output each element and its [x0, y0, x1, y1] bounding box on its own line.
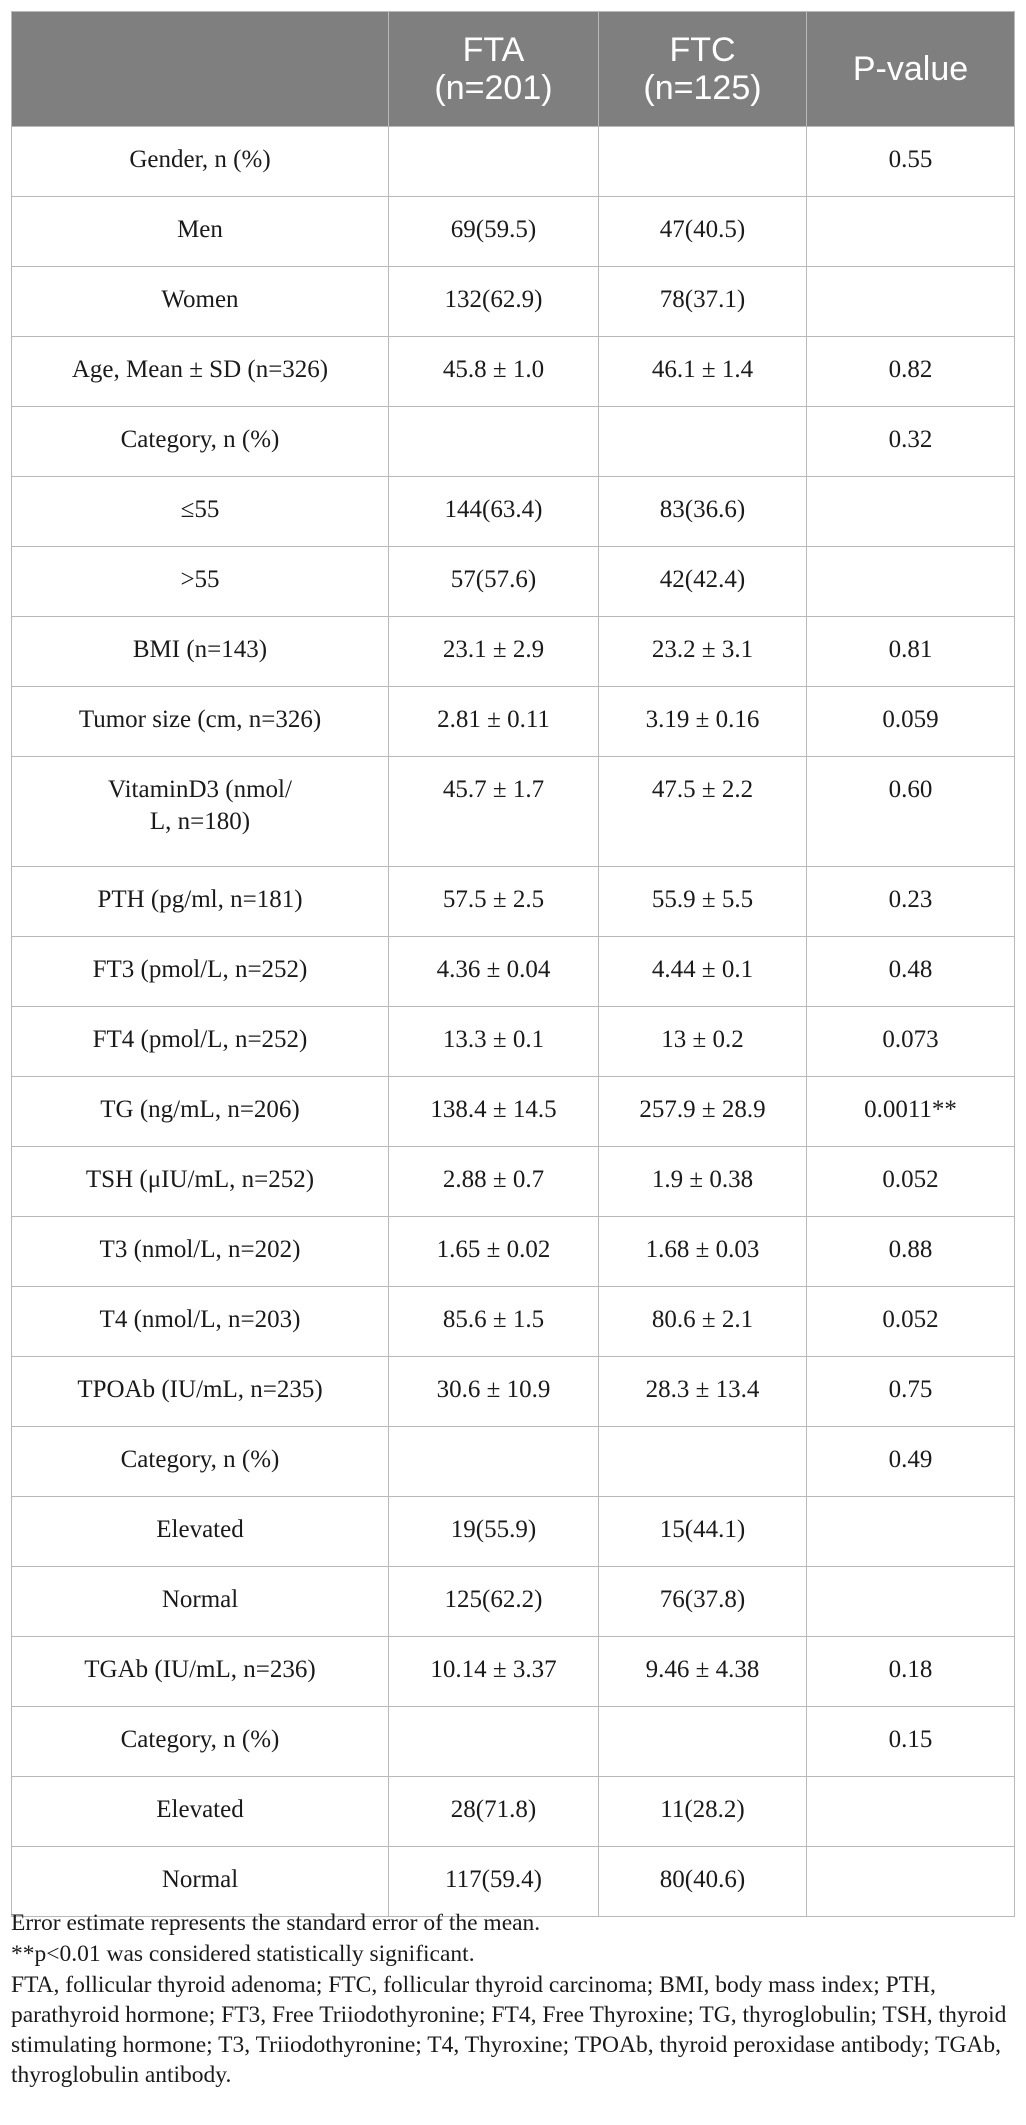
p-value-cell: [807, 547, 1015, 617]
table-row: [12, 477, 1015, 547]
table-footnotes: [11, 1908, 1014, 2091]
ftc-value-cell: 1.9 ± 0.38: [599, 1147, 807, 1217]
fta-value-cell: 132(62.9): [389, 267, 599, 337]
table-row: [12, 337, 1015, 407]
p-value-cell: 0.059: [807, 687, 1015, 757]
fta-value-cell: 23.1 ± 2.9: [389, 617, 599, 687]
p-value-cell: 0.18: [807, 1637, 1015, 1707]
row-label-cell: [12, 197, 389, 267]
row-label-cell: [12, 1847, 389, 1917]
table-row: [12, 867, 1015, 937]
p-value-cell: 0.073: [807, 1007, 1015, 1077]
ftc-value-cell: 3.19 ± 0.16: [599, 687, 807, 757]
row-label-cell: [12, 1007, 389, 1077]
p-value-cell: [807, 197, 1015, 267]
p-value-cell: 0.88: [807, 1217, 1015, 1287]
fta-value-cell: [389, 407, 599, 477]
row-label: FT4 (pmol/L, n=252): [92, 1026, 308, 1053]
fta-value-cell: 45.7 ± 1.7: [389, 757, 599, 867]
row-label: Gender, n (%): [129, 146, 271, 173]
row-label: Men: [177, 216, 223, 243]
p-value-cell: 0.81: [807, 617, 1015, 687]
header-ftc-count: (n=125): [643, 69, 762, 107]
fta-value-cell: 28(71.8): [389, 1777, 599, 1847]
table-header-row: [12, 12, 1015, 127]
table-row: [12, 547, 1015, 617]
ftc-value-cell: 11(28.2): [599, 1777, 807, 1847]
fta-value-cell: 69(59.5): [389, 197, 599, 267]
ftc-value-cell: 23.2 ± 3.1: [599, 617, 807, 687]
table-row: [12, 1777, 1015, 1847]
p-value-cell: 0.82: [807, 337, 1015, 407]
row-label: TSH (μIU/mL, n=252): [85, 1166, 315, 1193]
row-label: Normal: [161, 1866, 239, 1893]
fta-value-cell: [389, 1707, 599, 1777]
ftc-value-cell: 83(36.6): [599, 477, 807, 547]
p-value-cell: 0.32: [807, 407, 1015, 477]
row-label-cell: [12, 1357, 389, 1427]
ftc-value-cell: 13 ± 0.2: [599, 1007, 807, 1077]
footnote-significance: **p<0.01 was considered statistically significant.: [11, 1941, 475, 1967]
table-row: [12, 1357, 1015, 1427]
table-row: [12, 1567, 1015, 1637]
table-row: [12, 1147, 1015, 1217]
row-label: T4 (nmol/L, n=203): [99, 1306, 301, 1333]
table-body: [12, 127, 1015, 1917]
ftc-value-cell: [599, 127, 807, 197]
ftc-value-cell: 55.9 ± 5.5: [599, 867, 807, 937]
fta-value-cell: 57.5 ± 2.5: [389, 867, 599, 937]
p-value-cell: [807, 1567, 1015, 1637]
ftc-value-cell: [599, 407, 807, 477]
characteristics-table: [11, 11, 1015, 1917]
footnote-error-estimate: Error estimate represents the standard error of the mean.: [11, 1910, 541, 1936]
p-value-cell: [807, 477, 1015, 547]
header-p-value-label: P-value: [852, 50, 969, 88]
row-label-cell: [12, 1147, 389, 1217]
row-label-cell: [12, 267, 389, 337]
p-value-cell: 0.49: [807, 1427, 1015, 1497]
table-row: [12, 617, 1015, 687]
ftc-value-cell: 76(37.8): [599, 1567, 807, 1637]
table-row: [12, 1287, 1015, 1357]
row-label: Tumor size (cm, n=326): [78, 706, 322, 733]
row-label-cell: [12, 757, 389, 867]
table-row: [12, 1497, 1015, 1567]
fta-value-cell: 30.6 ± 10.9: [389, 1357, 599, 1427]
ftc-value-cell: 78(37.1): [599, 267, 807, 337]
ftc-value-cell: 42(42.4): [599, 547, 807, 617]
table-row: [12, 687, 1015, 757]
row-label: Category, n (%): [120, 1446, 280, 1473]
row-label: BMI (n=143): [132, 636, 268, 663]
ftc-value-cell: 47.5 ± 2.2: [599, 757, 807, 867]
row-label-cell: [12, 1567, 389, 1637]
ftc-value-cell: 9.46 ± 4.38: [599, 1637, 807, 1707]
table-row: [12, 757, 1015, 867]
table-row: [12, 1007, 1015, 1077]
ftc-value-cell: 47(40.5): [599, 197, 807, 267]
p-value-cell: [807, 1777, 1015, 1847]
row-label-cell: [12, 127, 389, 197]
ftc-value-cell: 28.3 ± 13.4: [599, 1357, 807, 1427]
row-label: VitaminD3 (nmol/: [108, 776, 292, 803]
table-row: [12, 1847, 1015, 1917]
ftc-value-cell: 80(40.6): [599, 1847, 807, 1917]
fta-value-cell: 2.81 ± 0.11: [389, 687, 599, 757]
p-value-cell: [807, 1847, 1015, 1917]
table-row: [12, 267, 1015, 337]
header-fta-name: FTA: [462, 31, 525, 69]
row-label: Normal: [161, 1586, 239, 1613]
data-table-container: [11, 11, 1014, 1917]
fta-value-cell: 1.65 ± 0.02: [389, 1217, 599, 1287]
row-label-continued: L, n=180): [149, 808, 251, 835]
fta-value-cell: 2.88 ± 0.7: [389, 1147, 599, 1217]
p-value-cell: 0.60: [807, 757, 1015, 867]
header-fta-count: (n=201): [434, 69, 553, 107]
row-label: >55: [180, 566, 220, 593]
fta-value-cell: 13.3 ± 0.1: [389, 1007, 599, 1077]
table-row: [12, 197, 1015, 267]
row-label-cell: [12, 937, 389, 1007]
header-cell-ftc: [599, 12, 807, 127]
fta-value-cell: 19(55.9): [389, 1497, 599, 1567]
p-value-cell: 0.75: [807, 1357, 1015, 1427]
header-ftc-name: FTC: [669, 31, 736, 69]
fta-value-cell: 4.36 ± 0.04: [389, 937, 599, 1007]
row-label-cell: [12, 1707, 389, 1777]
row-label-cell: [12, 1217, 389, 1287]
header-cell-blank: [12, 12, 389, 127]
table-row: [12, 1217, 1015, 1287]
row-label-cell: [12, 337, 389, 407]
ftc-value-cell: 1.68 ± 0.03: [599, 1217, 807, 1287]
row-label: PTH (pg/ml, n=181): [97, 886, 303, 913]
fta-value-cell: 117(59.4): [389, 1847, 599, 1917]
row-label-cell: [12, 1637, 389, 1707]
p-value-cell: 0.052: [807, 1287, 1015, 1357]
ftc-value-cell: [599, 1427, 807, 1497]
fta-value-cell: 57(57.6): [389, 547, 599, 617]
row-label-cell: [12, 1077, 389, 1147]
ftc-value-cell: 15(44.1): [599, 1497, 807, 1567]
p-value-cell: 0.55: [807, 127, 1015, 197]
table-row: [12, 1707, 1015, 1777]
ftc-value-cell: 46.1 ± 1.4: [599, 337, 807, 407]
table-row: [12, 1427, 1015, 1497]
row-label-cell: [12, 617, 389, 687]
row-label: ≤55: [180, 496, 220, 523]
ftc-value-cell: 4.44 ± 0.1: [599, 937, 807, 1007]
fta-value-cell: 125(62.2): [389, 1567, 599, 1637]
row-label: T3 (nmol/L, n=202): [99, 1236, 301, 1263]
row-label: Category, n (%): [120, 426, 280, 453]
table-row: [12, 407, 1015, 477]
fta-value-cell: [389, 127, 599, 197]
p-value-cell: 0.48: [807, 937, 1015, 1007]
table-row: [12, 937, 1015, 1007]
row-label-cell: [12, 1777, 389, 1847]
row-label-cell: [12, 867, 389, 937]
fta-value-cell: 10.14 ± 3.37: [389, 1637, 599, 1707]
header-cell-fta: [389, 12, 599, 127]
row-label-cell: [12, 407, 389, 477]
fta-value-cell: 144(63.4): [389, 477, 599, 547]
row-label-cell: [12, 1427, 389, 1497]
p-value-cell: 0.0011**: [807, 1077, 1015, 1147]
table-row: [12, 1637, 1015, 1707]
ftc-value-cell: [599, 1707, 807, 1777]
footnote-abbreviations: FTA, follicular thyroid adenoma; FTC, follicular thyroid carcinoma; BMI, body mass index; PTH, parathyroid hormone; FT3, Free Triiodothyronine; FT4, Free Thyroxine; TG, thyroglobulin; TSH, thyroid stimulating hormone; T3, Triiodothyronine; T4, Thyroxine; TPOAb, thyroid peroxidase antibody; TGAb, thyroglobulin antibody.: [11, 1972, 1007, 2088]
row-label: Elevated: [156, 1796, 244, 1823]
fta-value-cell: [389, 1427, 599, 1497]
row-label-cell: [12, 1497, 389, 1567]
row-label: Category, n (%): [120, 1726, 280, 1753]
row-label: FT3 (pmol/L, n=252): [92, 956, 308, 983]
row-label-cell: [12, 547, 389, 617]
row-label: TG (ng/mL, n=206): [100, 1096, 300, 1123]
table-row: [12, 127, 1015, 197]
p-value-cell: [807, 267, 1015, 337]
table-row: [12, 1077, 1015, 1147]
row-label-cell: [12, 477, 389, 547]
row-label: Women: [161, 286, 239, 313]
fta-value-cell: 138.4 ± 14.5: [389, 1077, 599, 1147]
fta-value-cell: 45.8 ± 1.0: [389, 337, 599, 407]
ftc-value-cell: 80.6 ± 2.1: [599, 1287, 807, 1357]
p-value-cell: 0.15: [807, 1707, 1015, 1777]
row-label-cell: [12, 687, 389, 757]
row-label: Age, Mean ± SD (n=326): [71, 356, 329, 383]
ftc-value-cell: 257.9 ± 28.9: [599, 1077, 807, 1147]
row-label: TPOAb (IU/mL, n=235): [77, 1376, 323, 1403]
p-value-cell: 0.052: [807, 1147, 1015, 1217]
row-label: TGAb (IU/mL, n=236): [84, 1656, 316, 1683]
row-label: Elevated: [156, 1516, 244, 1543]
p-value-cell: [807, 1497, 1015, 1567]
row-label-cell: [12, 1287, 389, 1357]
fta-value-cell: 85.6 ± 1.5: [389, 1287, 599, 1357]
header-cell-p-value: [807, 12, 1015, 127]
p-value-cell: 0.23: [807, 867, 1015, 937]
